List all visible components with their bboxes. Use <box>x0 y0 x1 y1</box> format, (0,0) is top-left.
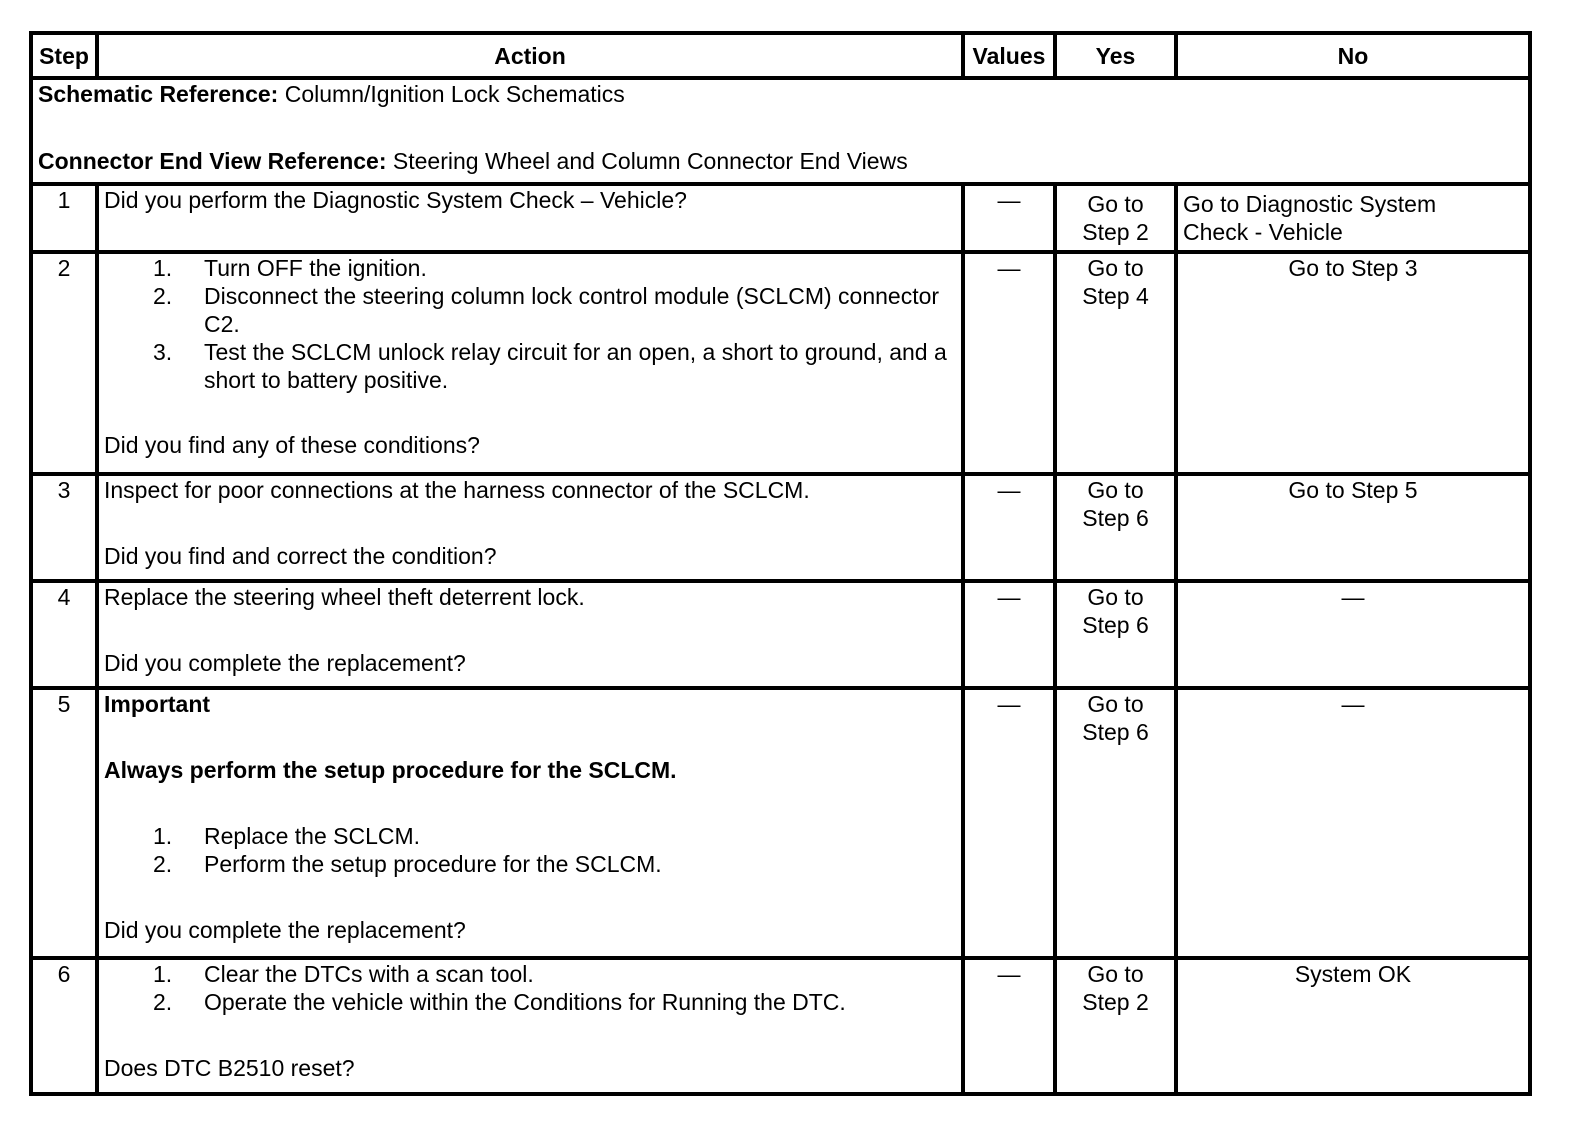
list-item: 2. Disconnect the steering column lock control module (SCLCM) connector C2. <box>153 283 940 337</box>
yes-cell <box>1055 688 1176 958</box>
action-cell <box>97 688 963 958</box>
schematic-reference <box>38 80 1523 108</box>
yes-line-1: Go to <box>1087 584 1144 610</box>
yes-line-1: Go to <box>1087 477 1144 503</box>
step-number: 6 <box>31 958 97 1094</box>
yes-cell <box>1055 581 1176 688</box>
no-cell <box>1176 688 1530 958</box>
list-item: 3. Test the SCLCM unlock relay circuit for an open, a short to ground, and a short to battery positive. <box>153 339 947 393</box>
action-cell <box>97 252 963 474</box>
yes-line-2: Step 6 <box>1082 719 1149 745</box>
schematic-reference-value: Column/Ignition Lock Schematics <box>278 81 625 107</box>
table-row-step-2 <box>31 252 1530 474</box>
no-line-1: Go to Step 3 <box>1288 255 1418 281</box>
header-no: No <box>1176 33 1530 78</box>
connector-reference-value: Steering Wheel and Column Connector End Views <box>386 148 908 174</box>
yes-line-2: Step 2 <box>1082 989 1149 1015</box>
yes-line-1: Go to <box>1087 255 1144 281</box>
yes-line-1: Go to <box>1087 191 1144 217</box>
yes-line-2: Step 4 <box>1082 283 1149 309</box>
question-text: Did you complete the replacement? <box>104 650 466 676</box>
values-cell: — <box>963 581 1055 688</box>
no-cell <box>1176 474 1530 581</box>
table-row-step-1 <box>31 184 1530 252</box>
action-cell <box>97 581 963 688</box>
list-item: 1. Turn OFF the ignition. <box>153 255 427 281</box>
header-yes: Yes <box>1055 33 1176 78</box>
schematic-reference-label: Schematic Reference: <box>38 81 279 107</box>
important-label: Important <box>104 691 211 717</box>
yes-line-2: Step 2 <box>1082 219 1149 245</box>
yes-cell <box>1055 958 1176 1094</box>
question-text: Did you find any of these conditions? <box>104 432 480 458</box>
connector-reference-label: Connector End View Reference: <box>38 148 387 174</box>
yes-line-1: Go to <box>1087 691 1144 717</box>
action-cell <box>97 184 963 252</box>
reference-cell <box>31 78 1530 184</box>
list-item: 1. Clear the DTCs with a scan tool. <box>153 961 534 987</box>
list-item: 2. Perform the setup procedure for the SCLCM. <box>153 851 662 877</box>
header-step: Step <box>31 33 97 78</box>
instruction-text: Inspect for poor connections at the harness connector of the SCLCM. <box>104 477 810 503</box>
header-action: Action <box>97 33 963 78</box>
header-values: Values <box>963 33 1055 78</box>
connector-reference <box>38 147 1523 175</box>
values-cell: — <box>963 252 1055 474</box>
procedure-list <box>104 254 956 394</box>
list-item: 1. Replace the SCLCM. <box>153 823 421 849</box>
question-text: Did you find and correct the condition? <box>104 543 497 569</box>
table-row-step-6 <box>31 958 1530 1094</box>
yes-line-2: Step 6 <box>1082 505 1149 531</box>
no-line-1: Go to Step 5 <box>1288 477 1418 503</box>
no-cell <box>1176 252 1530 474</box>
step-number: 3 <box>31 474 97 581</box>
yes-cell <box>1055 184 1176 252</box>
instruction-text: Replace the steering wheel theft deterrent lock. <box>104 584 585 610</box>
no-line-1: — <box>1341 584 1365 610</box>
question-text: Does DTC B2510 reset? <box>104 1055 355 1081</box>
important-text: Always perform the setup procedure for the SCLCM. <box>104 757 677 783</box>
table-row-step-4 <box>31 581 1530 688</box>
no-line-1: System OK <box>1294 961 1412 987</box>
yes-line-2: Step 6 <box>1082 612 1149 638</box>
yes-cell <box>1055 474 1176 581</box>
action-cell <box>97 474 963 581</box>
reference-row <box>31 78 1530 184</box>
yes-cell <box>1055 252 1176 474</box>
table-row-step-3 <box>31 474 1530 581</box>
no-cell <box>1176 581 1530 688</box>
procedure-list <box>104 960 956 1016</box>
values-cell: — <box>963 958 1055 1094</box>
step-number: 2 <box>31 252 97 474</box>
question-text: Did you complete the replacement? <box>104 917 466 943</box>
no-cell <box>1176 958 1530 1094</box>
step-number: 5 <box>31 688 97 958</box>
values-cell: — <box>963 184 1055 252</box>
procedure-list <box>104 822 956 878</box>
no-line-2: Check - Vehicle <box>1183 219 1343 245</box>
action-cell <box>97 958 963 1094</box>
table-row-step-5 <box>31 688 1530 958</box>
yes-line-1: Go to <box>1087 961 1144 987</box>
step-number: 4 <box>31 581 97 688</box>
list-item: 2. Operate the vehicle within the Conditions for Running the DTC. <box>153 989 846 1015</box>
no-line-1: Go to Diagnostic System <box>1183 191 1437 217</box>
question-text: Did you perform the Diagnostic System Check – Vehicle? <box>104 187 687 213</box>
header-row <box>31 33 1530 78</box>
step-number: 1 <box>31 184 97 252</box>
diagnostic-table <box>29 31 1532 1096</box>
values-cell: — <box>963 688 1055 958</box>
no-cell <box>1176 184 1530 252</box>
values-cell: — <box>963 474 1055 581</box>
no-line-1: — <box>1341 691 1365 717</box>
